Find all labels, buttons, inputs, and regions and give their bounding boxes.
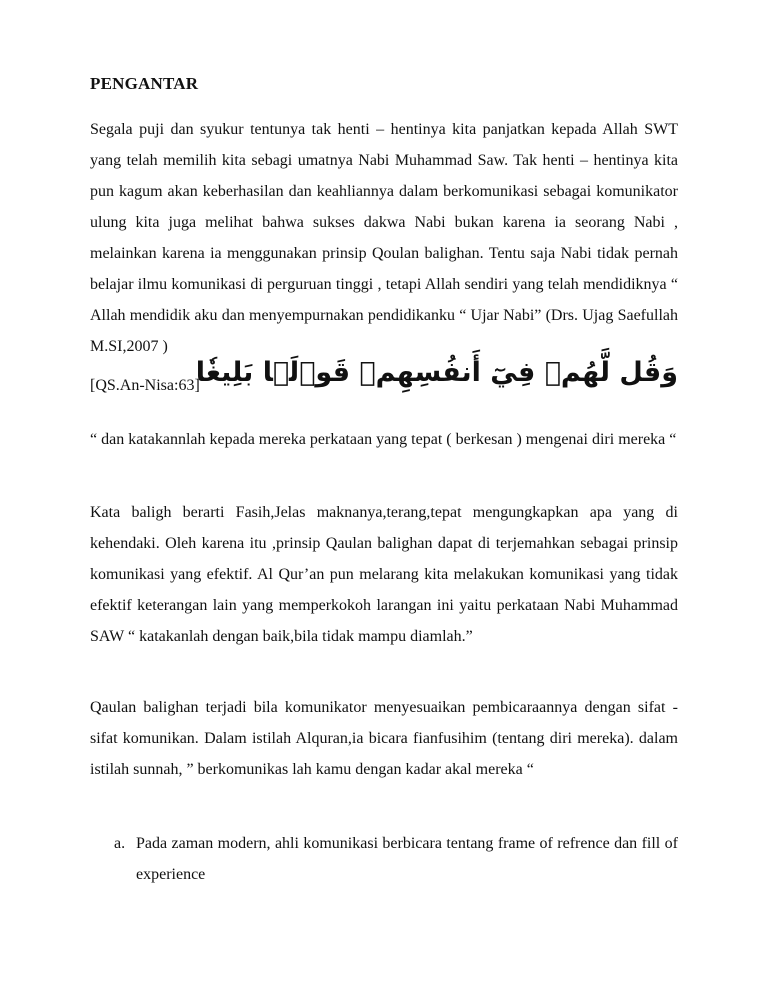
paragraph-baligh: Kata baligh berarti Fasih,Jelas maknanya,terang,tepat mengungkapkan apa yang di kehendaki. Oleh karena itu ,prinsip Qaulan balighan dapat di terjemahkan sebagai prinsip komunikasi yang efektif. Al Qur’an pun melarang kita melakukan komunikasi yang tidak efektif keterangan lain yang memperkokoh larangan ini yaitu perkataan Nabi Muhammad SAW “ katakanlah dengan baik,bila tidak mampu diamlah.” bbox=[90, 504, 678, 645]
paragraph-qaulan: Qaulan balighan terjadi bila komunikator menyesuaikan pembicaraannya dengan sifat - sifat komunikan. Dalam istilah Alquran,ia bicara fianfusihim (tentang diri mereka). dalam istilah sunnah, ” berkomunikas lah kamu dengan kadar akal mereka “ bbox=[90, 699, 678, 778]
list-item bbox=[114, 828, 678, 890]
page-title: PENGANTAR bbox=[90, 74, 199, 93]
arabic-verse: وَقُل لَّهُمۡ فِيٓ أَنفُسِهِمۡ قَوۡلَۢا بَلِيغٗا bbox=[195, 357, 678, 388]
paragraph-intro: Segala puji dan syukur tentunya tak henti – hentinya kita panjatkan kepada Allah SWT yang telah memilih kita sebagi umatnya Nabi Muhammad Saw. Tak henti – hentinya kita pun kagum akan keberhasilan dan keahliannya dalam berkomunikasi sebagai komunikator ulung kita juga melihat bahwa sukses dakwa Nabi bukan karena ia seorang Nabi , melainkan karena ia menggunakan prinsip Qoulan balighan. Tentu saja Nabi tidak pernah belajar ilmu komunikasi di perguruan tinggi , tetapi Allah sendiri yang telah mendidiknya “ Allah mendidik aku dan menyempurnakan pendidikanku “ Ujar Nabi” (Drs. Ujag Saefullah M.SI,2007 ) bbox=[90, 121, 678, 355]
list-marker: a. bbox=[114, 835, 126, 852]
paragraph-translation: “ dan katakannlah kepada mereka perkataan yang tepat ( berkesan ) mengenai diri mereka “ bbox=[90, 431, 677, 448]
ordered-list bbox=[114, 828, 678, 890]
quran-reference: [QS.An-Nisa:63] bbox=[90, 377, 200, 394]
list-item-text: Pada zaman modern, ahli komunikasi berbicara tentang frame of refrence dan fill of experience bbox=[136, 835, 678, 883]
